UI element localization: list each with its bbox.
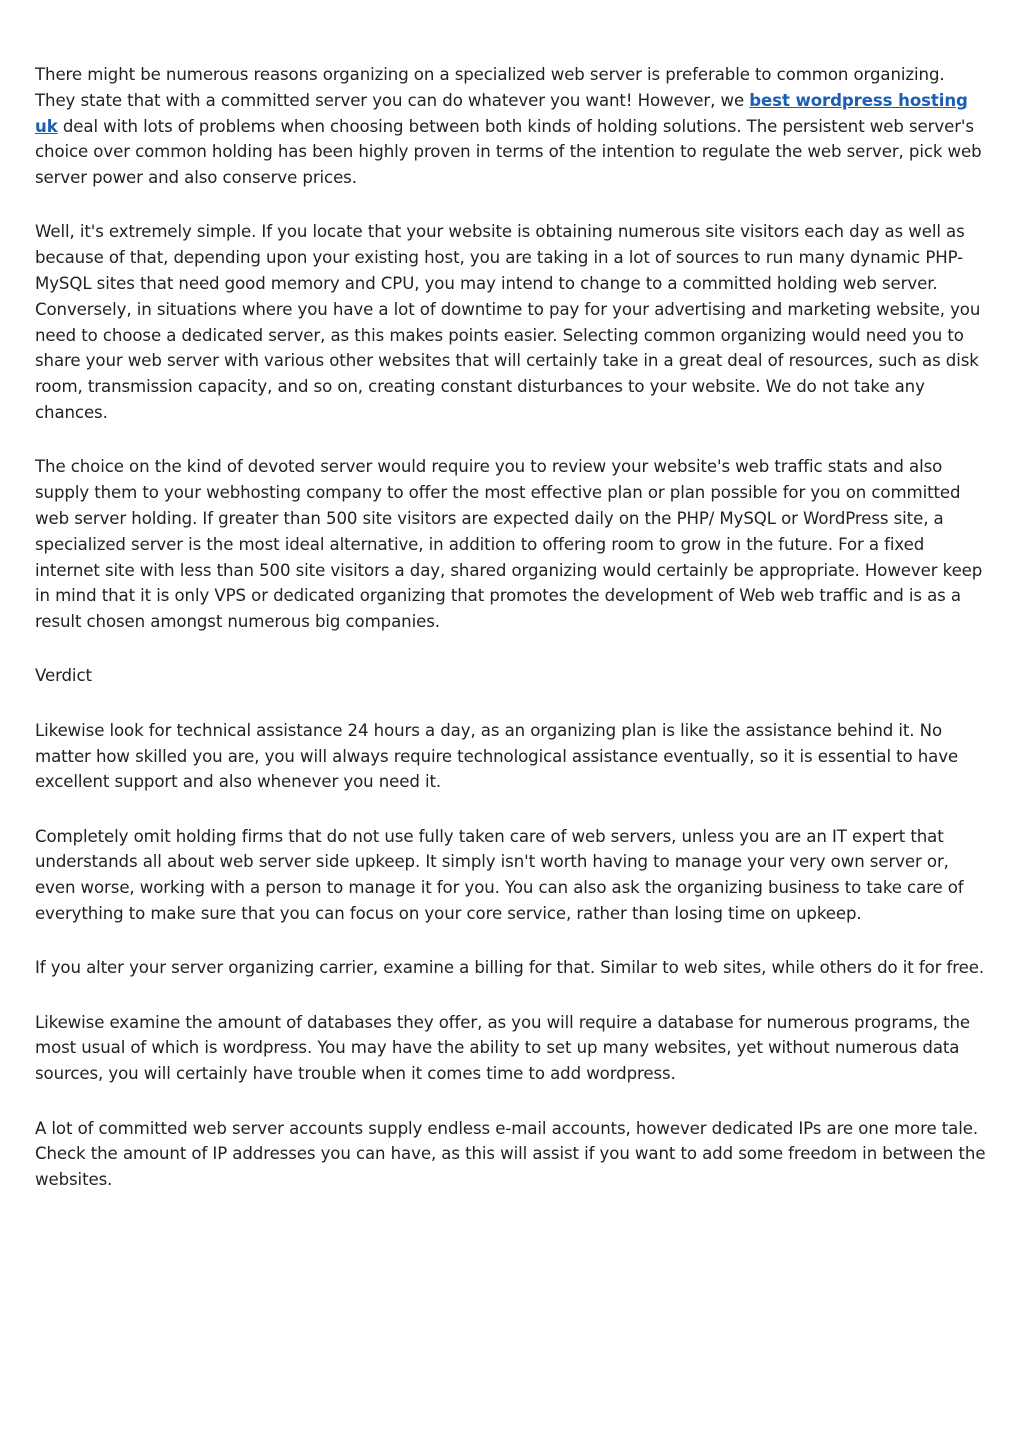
paragraph-4: Likewise look for technical assistance 24 hours a day, as an organizing plan is like the assistance behind it. No matter how skilled you are, you will always require technological assistance eventually, so it is essential to have excellent support and also whenever you need it. [35, 720, 959, 792]
paragraph-1 [35, 62, 990, 191]
paragraph-1-text-after: deal with lots of problems when choosing between both kinds of holding solutions. The persistent web server's choice over common holding has been highly proven in terms of the intention to regulate the web server, pick web server power and also conserve prices. [35, 116, 982, 188]
paragraph-6: If you alter your server organizing carrier, examine a billing for that. Similar to web sites, while others do it for free. [35, 958, 985, 978]
best-wordpress-hosting-link[interactable]: best wordpress hosting uk [35, 90, 968, 136]
verdict-heading: Verdict [35, 666, 92, 686]
paragraph-7: Likewise examine the amount of databases they offer, as you will require a database for numerous programs, the most usual of which is wordpress. You may have the ability to set up many websites, yet without numerous data sources, you will certainly have trouble when it comes time to add wordpress. [35, 1012, 970, 1084]
paragraph-2: Well, it's extremely simple. If you locate that your website is obtaining numerous site visitors each day as well as because of that, depending upon your existing host, you are taking in a lot of sources to run many dynamic PHP-MySQL sites that need good memory and CPU, you may intend to change to a committed holding web server. Conversely, in situations where you have a lot of downtime to pay for your advertising and marketing website, you need to choose a dedicated server, as this makes points easier. Selecting common organizing would need you to share your web server with various other websites that will certainly take in a great deal of resources, such as disk room, transmission capacity, and so on, creating constant disturbances to your website. We do not take any chances. [35, 222, 981, 423]
paragraph-3: The choice on the kind of devoted server would require you to review your website's web traffic stats and also supply them to your webhosting company to offer the most effective plan or plan possible for you on committed web server holding. If greater than 500 site visitors are expected daily on the PHP/ MySQL or WordPress site, a specialized server is the most ideal alternative, in addition to offering room to grow in the future. For a fixed internet site with less than 500 site visitors a day, shared organizing would certainly be appropriate. However keep in mind that it is only VPS or dedicated organizing that promotes the development of Web web traffic and is as a result chosen amongst numerous big companies. [35, 457, 983, 632]
paragraph-1-text-before: There might be numerous reasons organizing on a specialized web server is preferable to common organizing. They state that with a committed server you can do whatever you want! However, we [35, 65, 945, 110]
paragraph-8: A lot of committed web server accounts supply endless e-mail accounts, however dedicated IPs are one more tale. Check the amount of IP addresses you can have, as this will assist if you want to add some freedom in between the websites. [35, 1118, 986, 1190]
paragraph-5: Completely omit holding firms that do not use fully taken care of web servers, unless you are an IT expert that understands all about web server side upkeep. It simply isn't worth having to manage your very own server or, even worse, working with a person to manage it for you. You can also ask the organizing business to take care of everything to make sure that you can focus on your core service, rather than losing time on upkeep. [35, 826, 964, 924]
